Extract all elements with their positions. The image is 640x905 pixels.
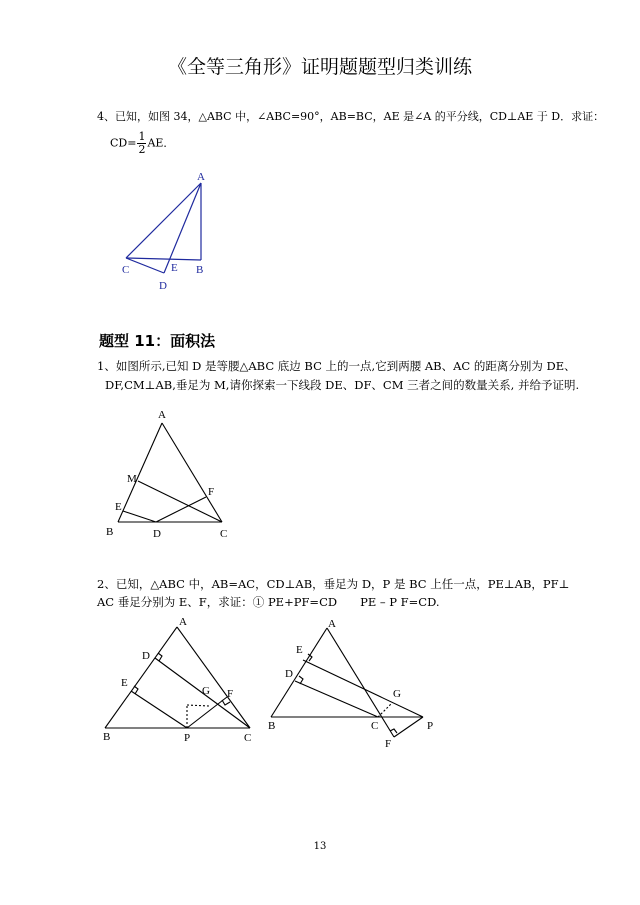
label-f: F [227,688,234,700]
label-b: B [103,731,111,743]
fraction-denominator: 2 [138,143,146,156]
problem-1-line-1: 1、如图所示,已知 D 是等腰△ABC 底边 BC 上的一点,它到两腰 AB、AC 的距离分别为 DE、 [97,359,576,373]
figure-problem-2-right [271,628,423,737]
label-f: F [385,738,392,750]
label-c: C [244,732,252,744]
label-g: G [393,688,401,700]
label-g: G [202,685,210,697]
segment-df [156,497,206,522]
conclusion-prefix: CD= [110,136,137,150]
label-f: F [208,486,215,498]
label-p: P [184,732,191,744]
segment-pf [394,717,423,737]
label-b: B [106,526,114,538]
page-title: 《全等三角形》证明题题型归类训练 [167,56,472,78]
problem-2-line-2: AC 垂足分别为 E、F，求证：① PE+PF=CD PE – P F=CD. [97,595,440,609]
side-ab [105,627,177,728]
segment-cd [126,258,164,273]
label-a: A [328,618,336,630]
figure-isosceles-1-labels [106,409,227,540]
label-b: B [196,264,204,276]
fraction-numerator: 1 [138,130,146,143]
conclusion-suffix: AE． [147,136,175,150]
side-ac [177,627,250,728]
figure-problem-2-right-labels [268,618,433,750]
label-m: M [127,473,137,485]
segment-ac [126,183,201,258]
segment-pe [131,691,187,728]
segment-cd [295,681,378,717]
label-e: E [296,644,303,656]
label-d: D [285,668,293,680]
figure-34-labels [122,171,205,292]
label-a: A [197,171,205,183]
page-number: 13 [313,841,327,852]
label-e: E [121,677,128,689]
label-c: C [122,264,130,276]
dotted-pg [187,705,209,706]
label-p: P [427,720,434,732]
segment-pf [187,697,227,728]
label-a: A [179,616,187,628]
right-angle-d [158,653,162,661]
segment-de [123,511,156,522]
label-d: D [159,280,167,292]
section-heading: 题型 11：面积法 [99,332,216,350]
label-e: E [171,262,178,274]
right-angle-f [222,700,230,705]
side-ab [118,423,162,522]
label-c: C [220,528,228,540]
problem-4-text: 4、已知，如图 34，△ABC 中，∠ABC=90°，AB=BC，AE 是∠A 的平分线，CD⊥AE 于 D．求证： [97,110,605,123]
side-ac-extended [327,628,394,737]
label-b: B [268,720,276,732]
segment-pe [303,660,423,717]
label-d: D [142,650,150,662]
label-a: A [158,409,166,421]
figure-34 [126,183,201,273]
label-d: D [153,528,161,540]
label-e: E [115,501,122,513]
label-c: C [371,720,379,732]
problem-1-line-2: DF,CM⊥AB,垂足为 M,请你探索一下线段 DE、DF、CM 三者之间的数量关系, 并给予证明. [105,378,580,392]
segment-cb [126,258,201,260]
figure-problem-2-left-labels [103,616,251,744]
problem-2-line-1: 2、已知，△ABC 中，AB=AC，CD⊥AB，垂足为 D，P 是 BC 上任一点，PE⊥AB，PF⊥ [97,577,570,591]
side-ab [271,628,327,717]
